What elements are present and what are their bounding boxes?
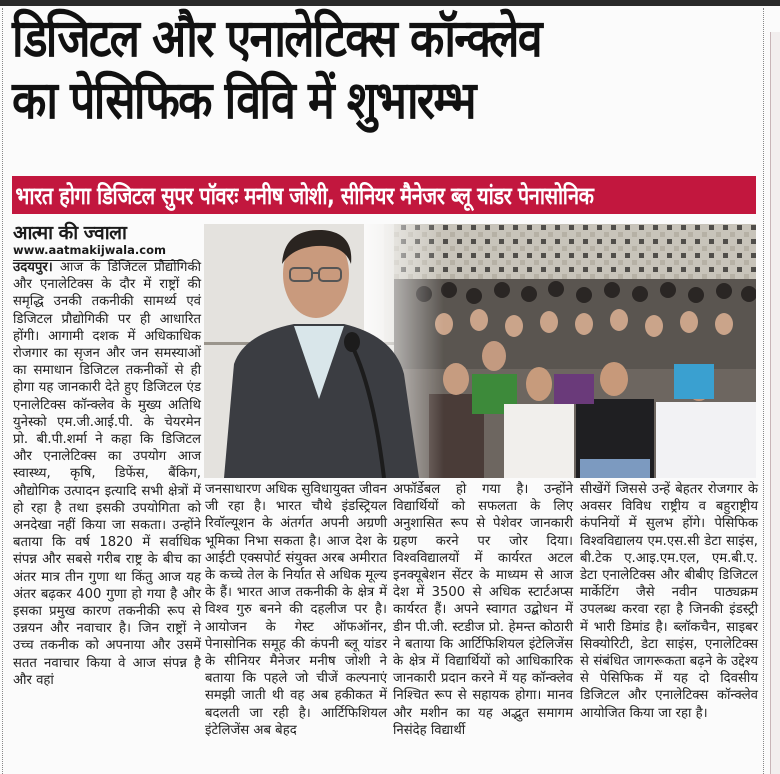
event-photo-illustration: [204, 224, 756, 478]
patterned-wall: [394, 224, 756, 284]
right-dotted-border: [763, 8, 764, 774]
article-column-4: सीखेंगें जिससे उन्हें बेहतर रोजगार के अवसर विविध राष्ट्रीय व बहुराष्ट्रीय कंपनियों में सुलभ होंगे। पेसिफिक विश्वविद्यालय एम.एस.सी डेटा साइंस, बी.टेक ए.आइ.एम.एल, एम.बी.ए. डेटा एनालेटिक्स और बीबीए डिजिटल मार्केटिंग जैसे नवीन पाठ्यक्रम उपलब्ध करवा रहा है जिनकी इंडस्ट्री में भारी डिमांड है। ब्लॉकचैन, साइबर सिक्योरिटी, डेटा साइंस, एनालेटिक्स से संबंधित जागरूकता बढ़ने के उद्देश्य से पेसिफिक में यह दो दिवसीय डिजिटल और एनालेटिक्स कॉन्क्लेव आयोजित किया जा रहा है।: [580, 482, 758, 721]
article-column-1-text: आज के डिजिटल प्रौद्योगिकी और एनालेटिक्स के दौर में राष्ट्रों की समृद्धि उनकी तकनीकी सामर्थ्य एवं डिजिटल प्रौद्योगिकी पर ही आधारित होंगी। आगामी दशक में अधिकाधिक रोजगार का सृजन और जन समस्याओं का समाधान डिजिटल तकनीकों से ही होगा यह जानकारी देते हुए डिजिटल एंड एनालेटिक्स कॉन्क्लेव के मुख्य अतिथि युनेस्को एम.जी.आई.पी. के चेयरमेन प्रो. बी.पी.शर्मा ने कहा कि डिजिटल और एनालेटिक्स का उपयोग आज स्वास्थ्य, कृषि, डिफेंस, बैंकिग, औद्योगिक उत्पादन इत्यादि सभी क्षेत्रों में हो रहा है तथा इसकी उपयोगिता को अनदेखा नहीं किया जा सकता। उन्होंने बताया कि वर्ष 1820 में सर्वाधिक संपन्न और सबसे गरीब राष्ट्र के बीच का अंतर मात्र तीन गुणा था किंतु आज यह अंतर बढ़कर 400 गुणा हो गया है और इसका प्रमुख कारण तकनीकी रूप से उन्नयन और नवाचार है। जिन राष्ट्रों ने उच्च तकनीक को अपनाया और उसमें सतत नवाचार किया वे आज संपन्न है और वहां: [13, 260, 201, 688]
article-column-1: [13, 259, 201, 689]
headline-line-1: डिजिटल और एनालेटिक्स कॉन्क्लेव: [12, 9, 541, 69]
article-column-3: अफॉर्डेबल हो गया है। उन्होंने विद्यार्थियों को सफलता के लिए अनुशासित रूप से पेशेवर जानकारी ग्रहण करने पर जोर दिया। विश्वविद्यालयों में कार्यरत अटल इनक्यूबेशन सेंटर के माध्यम से आज देश में 3500 से अधिक स्टार्टअप्स कार्यरत हैं। अपने स्वागत उद्बोधन में डीन पी.जी. स्टडीज प्रो. हेमन्त कोठारी ने बताया कि आर्टिफिशियल इंटेलिजेंस के क्षेत्र में विद्यार्थियों को आधिकारिक जानकारी प्रदान करने में यह कॉन्क्लेव निश्चित रूप से सहायक होगा। मानव और मशीन का यह अद्भुत समागम निसंदेह विद्यार्थी: [393, 482, 573, 738]
left-dotted-border: [2, 8, 3, 774]
publication-url: www.aatmakijwala.com: [13, 244, 183, 261]
headline-line-2: का पेसिफिक विवि में शुभारम्भ: [12, 71, 475, 131]
subheadline-banner: [12, 176, 756, 214]
event-photo: [204, 224, 756, 478]
article-column-2: जनसाधारण अधिक सुविधायुक्त जीवन जी रहा है। भारत चौथे इंडस्ट्रियल रिवॉल्यूशन के अंतर्गत अपनी अग्रणी भूमिका निभा सकता है। आज देश के आईटी एक्सपोर्ट संयुक्त अरब अमीरात के कच्चे तेल के निर्यात से अधिक मूल्य के हैं। भारत आज तकनीकी के क्षेत्र में विश्व गुरु बनने की दहलीज पर है। आयोजन के गेस्ट ऑफऑनर, पेनासोनिक समूह की कंपनी ब्लू यांडर के सीनियर मैनेजर मनीष जोशी ने बताया कि पहले जो चीजें कल्पनाएं समझी जाती थी वह अब हकीकत में बदलती जा रही है। आर्टिफिशियल इंटेलिजेंस अब बेहद: [205, 482, 387, 738]
audience: [394, 279, 756, 478]
adjacent-article-edge: [770, 32, 780, 774]
publication-name: आत्मा की ज्वाला: [13, 222, 127, 244]
headline: [12, 8, 760, 132]
publication-brand: [13, 222, 193, 261]
dateline: उदयपुर।: [13, 260, 53, 275]
subheadline: भारत होगा डिजिटल सुपर पॉवरः मनीष जोशी, सीनियर मैनेजर ब्लू यांडर पेनासोनिक: [15, 181, 594, 210]
top-rule: [0, 0, 780, 6]
